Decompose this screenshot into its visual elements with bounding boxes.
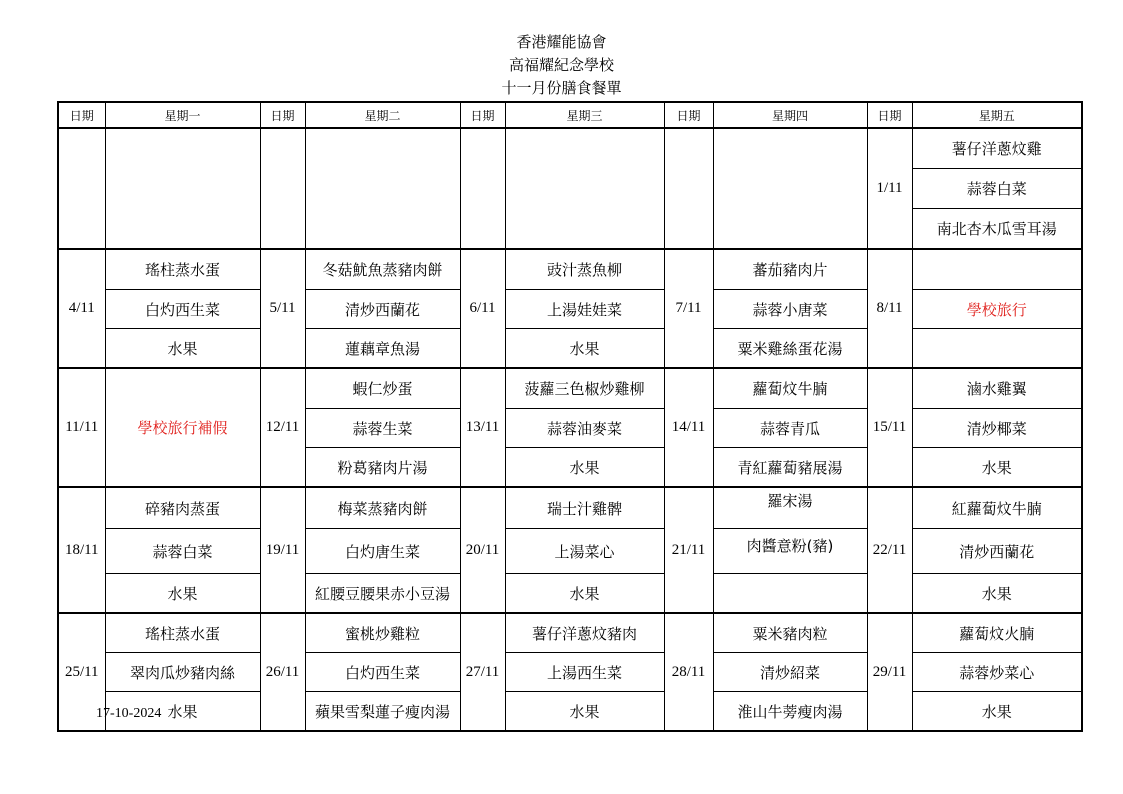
dish-cell: 蒜蓉油麥菜: [505, 409, 664, 448]
col-header-date: 日期: [867, 102, 912, 128]
empty-dish-cell: [713, 574, 867, 614]
dish-cell: 水果: [505, 448, 664, 488]
dish-cell: 清炒西蘭花: [912, 529, 1082, 574]
school-trip-note: 學校旅行: [912, 290, 1082, 329]
date-cell: 29/11: [867, 613, 912, 731]
table-row: [58, 368, 1082, 409]
dish-cell: 水果: [505, 692, 664, 732]
date-cell: 21/11: [664, 487, 713, 613]
dish-cell: 上湯娃娃菜: [505, 290, 664, 329]
dish-cell: 紅蘿蔔炆牛腩: [912, 487, 1082, 529]
dish-cell: 青紅蘿蔔豬展湯: [713, 448, 867, 488]
dish-cell: 水果: [105, 574, 260, 614]
col-header-fri: 星期五: [912, 102, 1082, 128]
dish-cell: 粉葛豬肉片湯: [305, 448, 460, 488]
empty-date-cell: [460, 128, 505, 249]
empty-date-cell: [664, 128, 713, 249]
dish-cell: 白灼西生菜: [305, 653, 460, 692]
date-cell: 5/11: [260, 249, 305, 368]
col-header-date: 日期: [460, 102, 505, 128]
menu-header: [0, 31, 1123, 100]
col-header-date: 日期: [260, 102, 305, 128]
date-cell: 25/11: [58, 613, 105, 731]
dish-cell: 淮山牛蒡瘦肉湯: [713, 692, 867, 732]
dish-cell: 白灼唐生菜: [305, 529, 460, 574]
dish-cell: 碎豬肉蒸蛋: [105, 487, 260, 529]
dish-cell: 蒜蓉小唐菜: [713, 290, 867, 329]
table-row: [58, 613, 1082, 653]
dish-cell: 上湯菜心: [505, 529, 664, 574]
date-cell: 1/11: [867, 128, 912, 249]
school-trip-holiday-note: 學校旅行補假: [105, 368, 260, 487]
dish-cell: 清炒椰菜: [912, 409, 1082, 448]
dish-cell: 水果: [912, 574, 1082, 614]
dish-cell: 粟米雞絲蛋花湯: [713, 329, 867, 369]
dish-cell: 白灼西生菜: [105, 290, 260, 329]
dish-cell: 清炒西蘭花: [305, 290, 460, 329]
col-header-wed: 星期三: [505, 102, 664, 128]
col-header-date: 日期: [664, 102, 713, 128]
dish-cell: 翠肉瓜炒豬肉絲: [105, 653, 260, 692]
date-cell: 13/11: [460, 368, 505, 487]
dish-cell: 羅宋湯: [713, 487, 867, 529]
date-cell: 11/11: [58, 368, 105, 487]
date-cell: 4/11: [58, 249, 105, 368]
dish-cell: 蒜蓉白菜: [105, 529, 260, 574]
date-cell: 27/11: [460, 613, 505, 731]
dish-cell: 薯仔洋蔥炆雞: [912, 128, 1082, 169]
dish-cell: 蘋果雪梨蓮子瘦肉湯: [305, 692, 460, 732]
dish-cell: 水果: [105, 692, 260, 732]
dish-cell: 瑤柱蒸水蛋: [105, 613, 260, 653]
empty-dish-cell: [912, 329, 1082, 369]
dish-cell: 蜜桃炒雞粒: [305, 613, 460, 653]
dish-cell: 水果: [105, 329, 260, 369]
dish-cell: 清炒紹菜: [713, 653, 867, 692]
empty-date-cell: [58, 128, 105, 249]
dish-cell: 梅菜蒸豬肉餅: [305, 487, 460, 529]
dish-cell: 瑞士汁雞髀: [505, 487, 664, 529]
dish-cell: 薯仔洋蔥炆豬肉: [505, 613, 664, 653]
table-row: [58, 329, 1082, 369]
table-row: [58, 487, 1082, 529]
date-cell: 12/11: [260, 368, 305, 487]
dish-cell: 紅腰豆腰果赤小豆湯: [305, 574, 460, 614]
dish-cell: 蒜蓉白菜: [912, 169, 1082, 209]
col-header-thu: 星期四: [713, 102, 867, 128]
table-row: [58, 574, 1082, 614]
menu-title: 十一月份膳食餐單: [501, 79, 622, 97]
dish-cell: 水果: [505, 574, 664, 614]
date-cell: 28/11: [664, 613, 713, 731]
dish-cell: 蘿蔔炆牛腩: [713, 368, 867, 409]
date-cell: 15/11: [867, 368, 912, 487]
dish-cell: 蒜蓉炒菜心: [912, 653, 1082, 692]
table-row: [58, 249, 1082, 290]
monthly-menu-table: [57, 101, 1083, 732]
date-cell: 18/11: [58, 487, 105, 613]
table-row: [58, 529, 1082, 574]
date-cell: 26/11: [260, 613, 305, 731]
table-row: [58, 692, 1082, 732]
print-date: 17-10-2024: [96, 706, 162, 721]
date-cell: 19/11: [260, 487, 305, 613]
dish-cell: 蕃茄豬肉片: [713, 249, 867, 290]
dish-cell: 菠蘿三色椒炒雞柳: [505, 368, 664, 409]
empty-dish-cell: [505, 128, 664, 249]
dish-cell: 豉汁蒸魚柳: [505, 249, 664, 290]
dish-cell: 蝦仁炒蛋: [305, 368, 460, 409]
school-name: 高福耀紀念學校: [508, 56, 614, 74]
col-header-tue: 星期二: [305, 102, 460, 128]
table-row: [58, 653, 1082, 692]
table-row: [58, 290, 1082, 329]
empty-dish-cell: [105, 128, 260, 249]
dish-cell: 南北杏木瓜雪耳湯: [912, 209, 1082, 250]
table-row: [58, 128, 1082, 169]
dish-cell: 肉醬意粉(豬): [713, 529, 867, 574]
dish-cell: 水果: [912, 448, 1082, 488]
dish-cell: 粟米豬肉粒: [713, 613, 867, 653]
date-cell: 14/11: [664, 368, 713, 487]
empty-dish-cell: [713, 128, 867, 249]
col-header-mon: 星期一: [105, 102, 260, 128]
empty-date-cell: [260, 128, 305, 249]
dish-cell: 蘿蔔炆火腩: [912, 613, 1082, 653]
date-cell: 20/11: [460, 487, 505, 613]
dish-cell: 水果: [912, 692, 1082, 732]
col-header-date: 日期: [58, 102, 105, 128]
date-cell: 8/11: [867, 249, 912, 368]
dish-cell: 蓮藕章魚湯: [305, 329, 460, 369]
table-header-row: [58, 102, 1082, 128]
dish-cell: 冬菇魷魚蒸豬肉餅: [305, 249, 460, 290]
dish-cell: 瑤柱蒸水蛋: [105, 249, 260, 290]
empty-dish-cell: [912, 249, 1082, 290]
dish-cell: 上湯西生菜: [505, 653, 664, 692]
dish-cell: 蒜蓉生菜: [305, 409, 460, 448]
date-cell: 22/11: [867, 487, 912, 613]
dish-cell: 水果: [505, 329, 664, 369]
dish-cell: 蒜蓉青瓜: [713, 409, 867, 448]
dish-cell: 滷水雞翼: [912, 368, 1082, 409]
organization-name: 香港耀能協會: [516, 33, 607, 51]
date-cell: 6/11: [460, 249, 505, 368]
empty-dish-cell: [305, 128, 460, 249]
date-cell: 7/11: [664, 249, 713, 368]
